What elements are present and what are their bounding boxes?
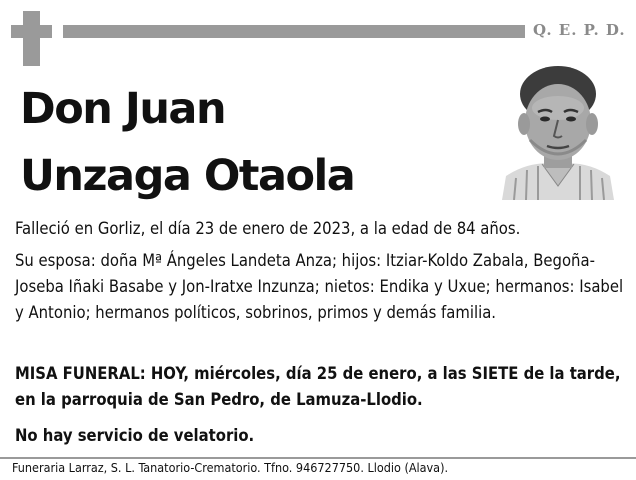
cross-icon-vertical bbox=[23, 11, 40, 66]
funeral-home-footer: Funeraria Larraz, S. L. Tanatorio-Crematorio. Tfno. 946727750. Llodio (Alava). bbox=[12, 460, 449, 475]
deceased-name-line2: Unzaga Otaola bbox=[20, 151, 355, 201]
portrait-photo bbox=[500, 60, 616, 200]
footer-rule bbox=[0, 457, 636, 459]
death-notice: Falleció en Gorliz, el día 23 de enero de 2023, a la edad de 84 años. bbox=[15, 219, 521, 238]
funeral-mass-info: MISA FUNERAL: HOY, miércoles, día 25 de enero, a las SIETE de la tarde, en la parroquia de San Pedro, de Lamuza-Llodio. bbox=[15, 364, 621, 409]
cross-icon-horizontal bbox=[11, 25, 52, 38]
family-list: Su esposa: doña Mª Ángeles Landeta Anza; hijos: Itziar-Koldo Zabala, Begoña-Joseba Iñaki Basabe y Jon-Iratxe Inzunza; nietos: Endika y Uxue; hermanos: Isabel y Antonio; hermanos políticos, sobrinos, primos y demás familia. bbox=[15, 251, 624, 322]
header-rule bbox=[63, 25, 525, 38]
deceased-name-line1: Don Juan bbox=[20, 84, 226, 134]
qepd-badge: Q. E. P. D. bbox=[533, 21, 626, 39]
wake-info: No hay servicio de velatorio. bbox=[15, 426, 255, 445]
